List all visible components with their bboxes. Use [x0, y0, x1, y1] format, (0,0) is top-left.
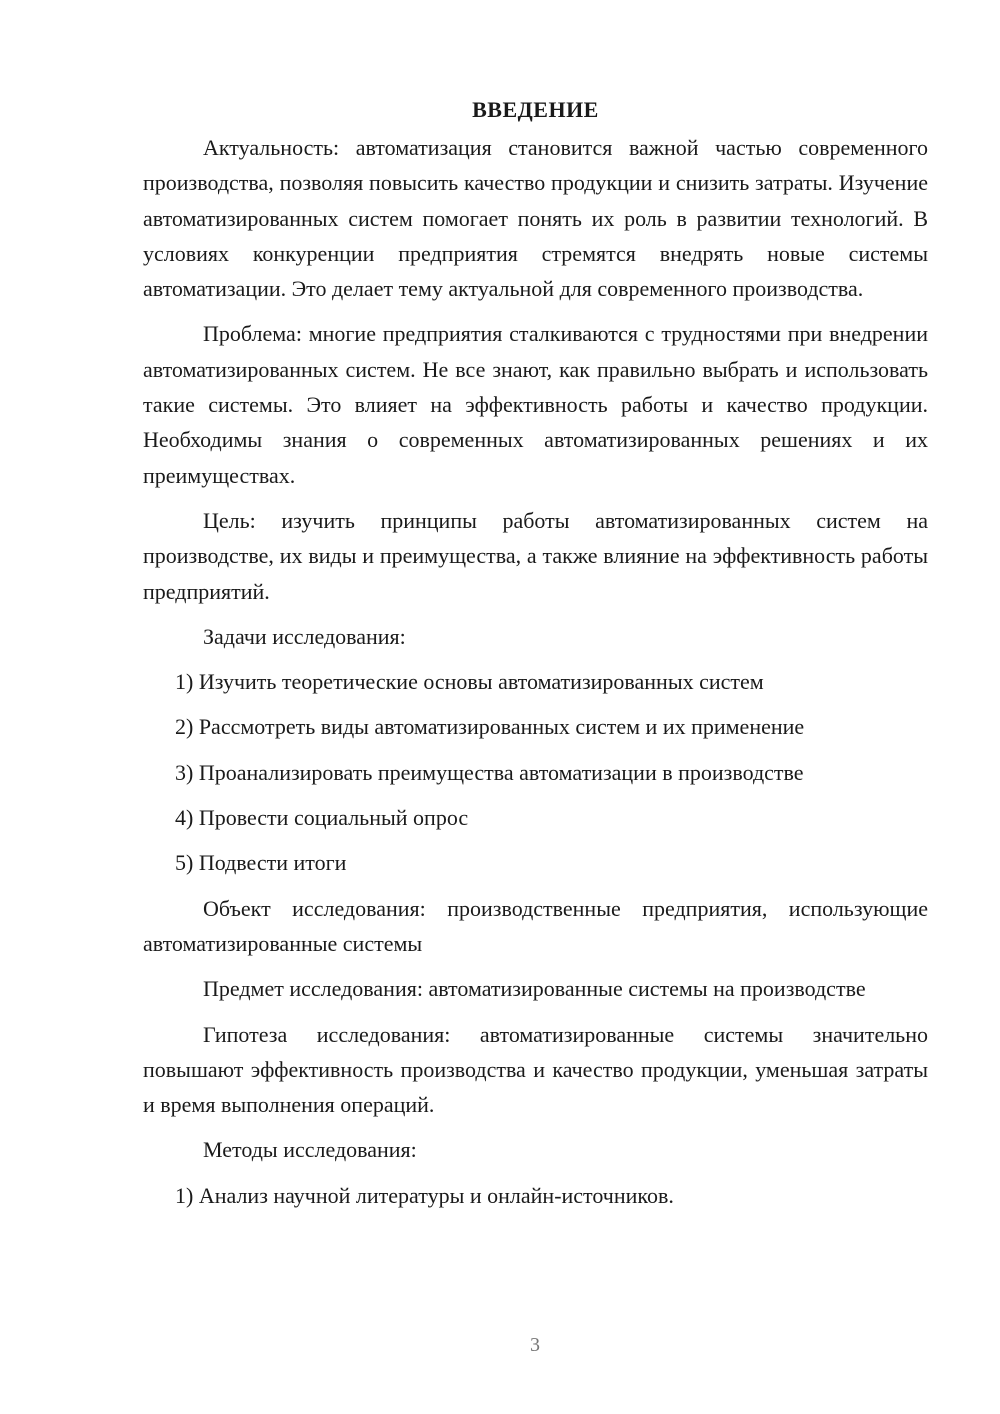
list-item: 3) Проанализировать преимущества автоматизации в производстве: [175, 759, 804, 785]
tasks-heading: Задачи исследования:: [203, 623, 406, 649]
document-page: [143, 92, 928, 1223]
methods-list: [143, 1178, 928, 1213]
list-item: 5) Подвести итоги: [175, 850, 347, 876]
paragraph-goal: Цель: изучить принципы работы автоматизированных систем на производстве, их виды и преимущества, а также влияние на эффективность работы предприятий.: [143, 507, 928, 604]
methods-heading: Методы исследования:: [203, 1137, 417, 1163]
paragraph-problem: Проблема: многие предприятия сталкиваются с трудностями при внедрении автоматизированных систем. Не все знают, как правильно выбрать и использовать такие системы. Это влияет на эффективность работы и качество продукции. Необходимы знания о современных автоматизированных решениях и их преимуществах.: [143, 321, 928, 488]
paragraph-hypothesis: Гипотеза исследования: автоматизированные системы значительно повышают эффективность производства и качество продукции, уменьшая затраты и время выполнения операций.: [143, 1021, 928, 1118]
paragraph-object: Объект исследования: производственные предприятия, использующие автоматизированные системы: [143, 895, 928, 956]
page-title: ВВЕДЕНИЕ: [472, 97, 599, 122]
list-item: 1) Анализ научной литературы и онлайн-источников.: [175, 1182, 674, 1208]
paragraph-relevance: Актуальность: автоматизация становится важной частью современного производства, позволяя повысить качество продукции и снизить затраты. Изучение автоматизированных систем помогает понять их роль в развитии технологий. В условиях конкуренции предприятия стремятся внедрять новые системы автоматизации. Это делает тему актуальной для современного производства.: [143, 135, 928, 302]
list-item: 4) Провести социальный опрос: [175, 805, 469, 831]
paragraph-subject: Предмет исследования: автоматизированные системы на производстве: [203, 976, 866, 1002]
list-item: 2) Рассмотреть виды автоматизированных систем и их применение: [175, 714, 805, 740]
page-number: 3: [530, 1334, 540, 1356]
list-item: 1) Изучить теоретические основы автоматизированных систем: [175, 669, 764, 695]
tasks-list: [143, 664, 928, 880]
